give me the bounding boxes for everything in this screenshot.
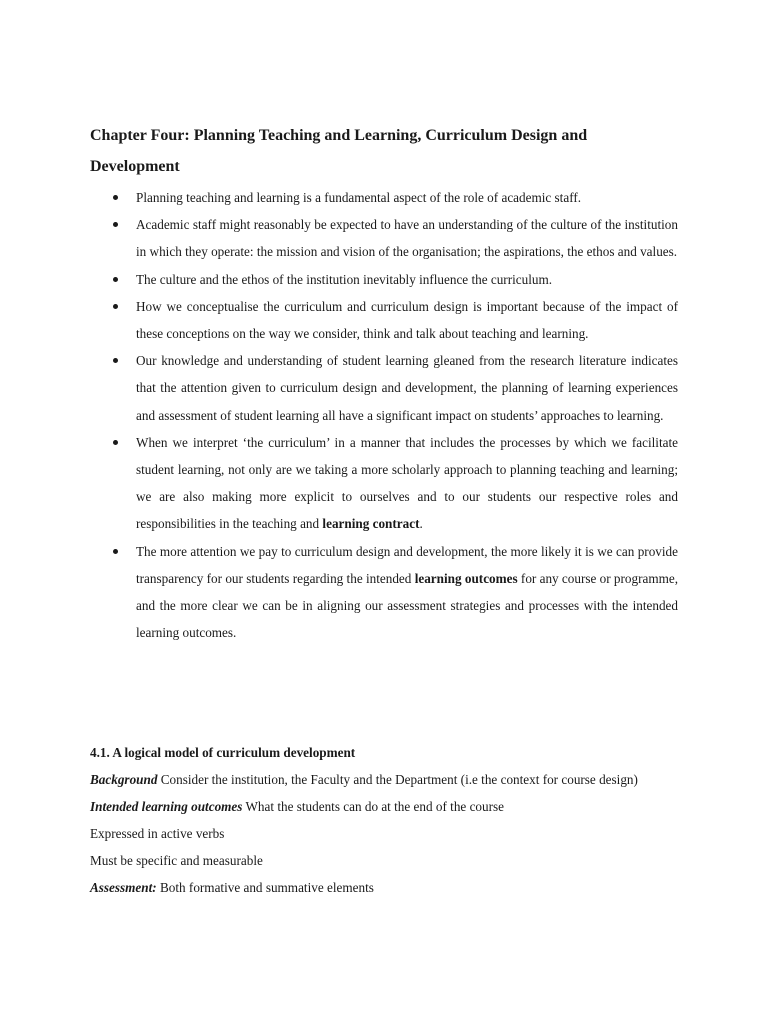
bullet-item bbox=[90, 184, 678, 211]
chapter-title-line-1: Chapter Four: Planning Teaching and Learning, Curriculum Design and bbox=[90, 127, 588, 144]
assessment-label: Assessment: bbox=[90, 880, 157, 895]
ilo-label: Intended learning outcomes bbox=[90, 799, 243, 814]
bullet-item bbox=[90, 266, 678, 293]
bullet-dot-icon bbox=[113, 277, 118, 282]
curriculum-model-section bbox=[90, 739, 680, 901]
assessment-text: Both formative and summative elements bbox=[156, 880, 374, 895]
chapter-title bbox=[90, 120, 690, 182]
bullet-item bbox=[90, 293, 678, 347]
bullet-text: Our knowledge and understanding of student learning gleaned from the research literature indicates that the attention given to curriculum design and development, the planning of learning experiences and assessment of student learning all have a significant impact on students’ approaches to learning. bbox=[136, 353, 678, 423]
bullet-text: The culture and the ethos of the institution inevitably influence the curriculum. bbox=[136, 271, 553, 287]
bullet-dot-icon bbox=[113, 549, 118, 554]
active-verbs-line: Expressed in active verbs bbox=[90, 826, 225, 841]
bullet-dot-icon bbox=[113, 304, 118, 309]
bullet-list bbox=[90, 184, 678, 646]
background-label: Background bbox=[90, 772, 158, 787]
bullet-text: How we conceptualise the curriculum and curriculum design is important because of the impact of these conceptions on the way we consider, think and talk about teaching and learning. bbox=[136, 298, 678, 342]
bullet-text: Academic staff might reasonably be expected to have an understanding of the culture of the institution in which they operate: the mission and vision of the organisation; the aspirations, the ethos and values. bbox=[136, 217, 678, 260]
bullet-text-end: for any course or programme, and the more clear we can be in aligning our assessment strategies and processes with the intended learning outcomes. bbox=[136, 570, 679, 641]
background-paragraph bbox=[90, 766, 680, 793]
bullet-dot-icon bbox=[113, 195, 118, 200]
bullet-item bbox=[90, 211, 678, 265]
chapter-title-line-2: Development bbox=[90, 158, 180, 175]
bullet-item bbox=[90, 538, 678, 647]
background-text: Consider the institution, the Faculty and the Department (i.e the context for course design) bbox=[157, 772, 638, 787]
section-heading: 4.1. A logical model of curriculum development bbox=[90, 745, 356, 760]
bullet-text: Planning teaching and learning is a fundamental aspect of the role of academic staff. bbox=[136, 190, 582, 205]
bullet-dot-icon bbox=[113, 358, 118, 363]
bullet-bold-term: learning outcomes bbox=[414, 570, 518, 586]
bullet-dot-icon bbox=[113, 440, 118, 445]
bullet-dot-icon bbox=[113, 222, 118, 227]
bullet-text: When we interpret ‘the curriculum’ in a manner that includes the processes by which we facilitate student learning, not only are we taking a more scholarly approach to planning teaching and learning; we are also making more explicit to ourselves and to our students our respective roles and responsibilities in the teaching and bbox=[136, 434, 678, 532]
bullet-text-end: . bbox=[419, 516, 423, 532]
bullet-item bbox=[90, 429, 678, 538]
bullet-text: The more attention we pay to curriculum design and development, the more likely it is we can provide transparency for our students regarding the intended bbox=[136, 543, 678, 586]
bullet-bold-term: learning contract bbox=[322, 516, 420, 532]
assessment-paragraph bbox=[90, 874, 680, 901]
ilo-text: What the students can do at the end of the course bbox=[242, 799, 504, 814]
ilo-paragraph bbox=[90, 793, 680, 820]
specific-measurable-line: Must be specific and measurable bbox=[90, 853, 263, 868]
bullet-item bbox=[90, 347, 678, 429]
